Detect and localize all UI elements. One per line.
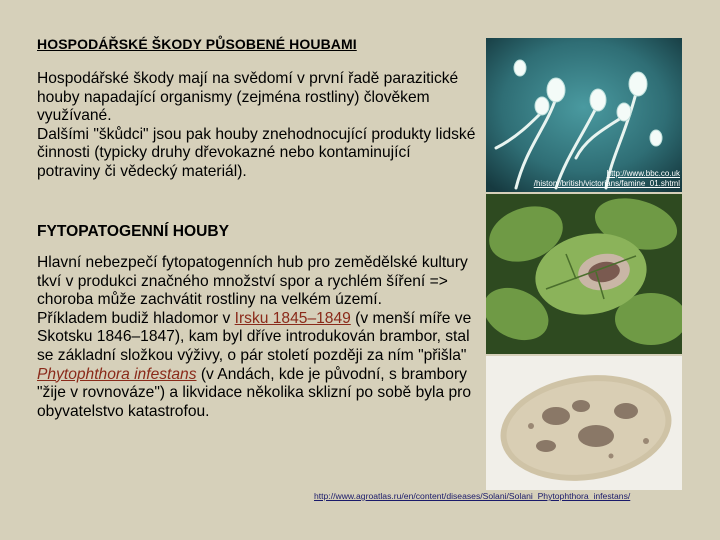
text-segment: Příkladem budiž hladomor v	[37, 309, 235, 327]
intro-text-2: Dalšími "škůdci" jsou pak houby znehodnocující produkty lidské činnosti (typicky druhy dřevokazné nebo kontaminující potraviny či vědecký materiál).	[37, 125, 476, 180]
text-segment: (v menší míře ve Skotsku 1846–1847), kam byl dříve introdukován brambor, stal se základní složkou výživy, o pár století později za ním "přišla"	[37, 309, 472, 364]
image-credit-2[interactable]: http://www.agroatlas.ru/en/content/diseases/Solani/Solani_Phytophthora_infestans/	[314, 491, 631, 501]
image-credit-1[interactable]	[486, 169, 680, 189]
section-heading: FYTOPATOGENNÍ HOUBY	[37, 223, 230, 240]
leaf-photo	[486, 194, 682, 354]
intro-text-1: Hospodářské škody mají na svědomí v první řadě parazitické houby napadající organismy (zejména rostliny) člověkem využívané.	[37, 70, 459, 125]
potato-photo	[486, 356, 682, 490]
page-title: HOSPODÁŘSKÉ ŠKODY PŮSOBENÉ HOUBAMI	[37, 36, 357, 52]
credit-1-line-2: /history/british/victorians/famine_01.shtml	[533, 179, 680, 188]
microscope-photo	[486, 38, 682, 192]
ireland-link[interactable]: Irsku 1845–1849	[234, 309, 351, 327]
credit-1-line-1: http://www.bbc.co.uk	[606, 169, 680, 178]
phytophthora-link[interactable]: Phytophthora infestans	[37, 365, 197, 383]
intro-paragraph	[37, 70, 477, 182]
section-text-1: Hlavní nebezpečí fytopatogenních hub pro zemědělské kultury tkví v produkci značného množství spor a rychlém šíření => choroba může zachvátit rostliny na velkém území.	[37, 254, 468, 309]
text-segment: (v Andách, kde je původní, s brambory "žije v rovnováze") a likvidace několika sklizní po sobě byla pro obyvatelstvo katastrofou.	[37, 365, 472, 420]
section-paragraph	[37, 254, 487, 421]
section-text-2	[37, 310, 487, 422]
